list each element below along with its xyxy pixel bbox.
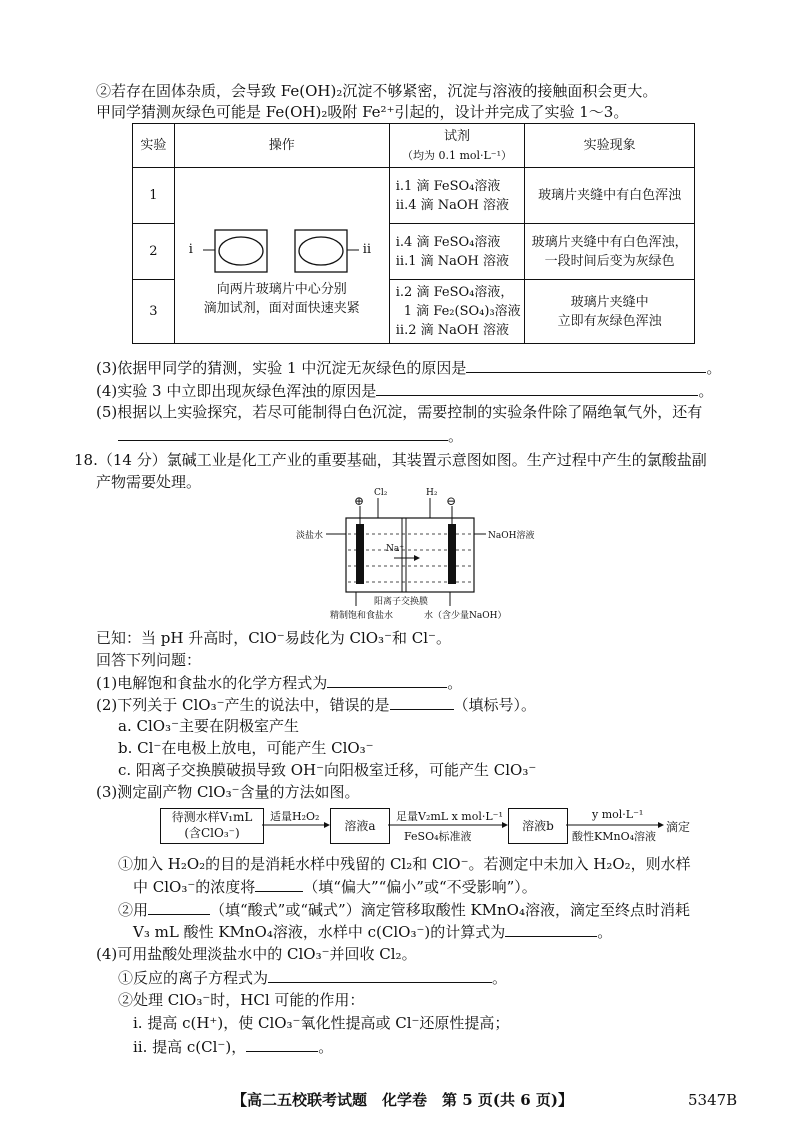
cl2-label: Cl₂ [374, 488, 388, 498]
q17-line-a: ②若存在固体杂质，会导致 Fe(OH)₂沉淀不够紧密，沉淀与溶液的接触面积会更大。 [96, 82, 658, 100]
q18-intro-1: 18.（14 分）氯碱工业是化工产业的重要基础，其装置示意图如图。生产过程中产生的氯酸盐副 [74, 451, 707, 469]
phenomenon-cell: 玻璃片夹缝中 立即有灰绿色浑浊 [525, 280, 695, 344]
operation-cell [174, 168, 389, 344]
table-row [133, 168, 695, 224]
q17-sub5-answer: 。 [118, 424, 463, 447]
phenomenon-cell: 玻璃片夹缝中有白色浑浊 [525, 168, 695, 224]
weak-brine-label: 淡盐水 [296, 531, 324, 541]
label-i: ⅰ [188, 242, 193, 257]
flow-arrow1-label: 适量H₂O₂ [270, 810, 320, 823]
q18-s2b: b. Cl⁻在电极上放电，可能产生 ClO₃⁻ [118, 739, 374, 757]
q18-s3-2b: V₃ mL 酸性 KMnO₄溶液，水样中 c(ClO₃⁻)的计算式为 。 [133, 920, 612, 943]
q17-sub3: (3)依据甲同学的猜测，实验 1 中沉淀无灰绿色的原因是 。 [96, 356, 721, 379]
membrane-label: 阳离子交换膜 [374, 597, 429, 607]
q17-sub4: (4)实验 3 中立即出现灰绿色浑浊的原因是 。 [96, 379, 713, 402]
page-footer-code: 5347B [688, 1091, 738, 1109]
flow-box-b: 溶液b [508, 808, 568, 844]
row-id: 1 [133, 168, 175, 224]
header-operation: 操作 [174, 124, 389, 168]
cathode-sign: ⊖ [446, 494, 457, 508]
water-label: 水（含少量NaOH） [424, 611, 507, 621]
header-exp: 实验 [133, 124, 175, 168]
naoh-label: NaOH溶液 [488, 531, 535, 541]
q18-s3: (3)测定副产物 ClO₃⁻含量的方法如图。 [96, 783, 360, 801]
flow-arrow2-bottom: FeSO₄标准液 [404, 830, 472, 843]
label-ii: ⅱ [362, 242, 372, 257]
h2-label: H₂ [426, 488, 438, 498]
q18-s3-2a: ②用 （填“酸式”或“碱式”）滴定管移取酸性 KMnO₄溶液，滴定至终点时消耗 [118, 898, 690, 921]
flow-box-a: 溶液a [330, 808, 390, 844]
phenomenon-cell: 玻璃片夹缝中有白色浑浊， 一段时间后变为灰绿色 [525, 224, 695, 280]
flow-arrow3-top: y mol·L⁻¹ [592, 808, 644, 821]
q18-s2: (2)下列关于 ClO₃⁻产生的说法中，错误的是 （填标号）。 [96, 693, 536, 716]
row-id: 2 [133, 224, 175, 280]
experiment-table [132, 123, 695, 344]
q17-line-b: 甲同学猜测灰绿色可能是 Fe(OH)₂吸附 Fe²⁺引起的，设计并完成了实验 1～3。 [96, 103, 629, 121]
q18-s3-1b: 中 ClO₃⁻的浓度将 （填“偏大”“偏小”或“不受影响”）。 [133, 875, 537, 898]
anode-sign: ⊕ [354, 494, 365, 508]
reagent-cell: ⅰ.4 滴 FeSO₄溶液 ⅱ.1 滴 NaOH 溶液 [389, 224, 524, 280]
electrolysis-diagram [290, 488, 535, 621]
q18-s4: (4)可用盐酸处理淡盐水中的 ClO₃⁻并回收 Cl₂。 [96, 945, 417, 963]
row-id: 3 [133, 280, 175, 344]
q18-s4-2ii: ⅱ. 提高 c(Cl⁻)， 。 [133, 1035, 333, 1058]
q18-known: 已知：当 pH 升高时，ClO⁻易歧化为 ClO₃⁻和 Cl⁻。 [96, 629, 451, 647]
flow-arrow3-bottom: 酸性KMnO₄溶液 [572, 830, 656, 843]
q18-s2a: a. ClO₃⁻主要在阴极室产生 [118, 717, 299, 735]
q18-s1: (1)电解饱和食盐水的化学方程式为 。 [96, 671, 462, 694]
page-footer-title: 【高二五校联考试题 化学卷 第 5 页(共 6 页)】 [232, 1091, 573, 1109]
q18-s4-1: ①反应的离子方程式为 。 [118, 966, 507, 989]
brine-label: 精制饱和食盐水 [330, 611, 394, 621]
operation-text-1: 向两片玻璃片中心分别 [216, 282, 347, 297]
q18-s4-2i: ⅰ. 提高 c(H⁺)，使 ClO₃⁻氧化性提高或 Cl⁻还原性提高； [133, 1014, 510, 1032]
q18-s2c: c. 阳离子交换膜破损导致 OH⁻向阳极室迁移，可能产生 ClO₃⁻ [118, 761, 537, 779]
q18-s3-1a: ①加入 H₂O₂的目的是消耗水样中残留的 Cl₂和 ClO⁻。若测定中未加入 H₂O₂，则水样 [118, 855, 691, 873]
header-phenomenon: 实验现象 [525, 124, 695, 168]
operation-text-2: 滴加试剂，面对面快速夹紧 [203, 301, 360, 316]
q17-sub5: (5)根据以上实验探究，若尽可能制得白色沉淀，需要控制的实验条件除了隔绝氧气外，还有 [96, 403, 703, 421]
q18-intro-2: 产物需要处理。 [96, 473, 202, 491]
flow-end: 滴定 [666, 820, 691, 834]
reagent-cell: ⅰ.1 滴 FeSO₄溶液 ⅱ.4 滴 NaOH 溶液 [389, 168, 524, 224]
flow-arrow2-top: 足量V₂mL x mol·L⁻¹ [396, 810, 503, 823]
na-ion-label: Na⁺ [386, 544, 404, 554]
q18-s4-2: ②处理 ClO₃⁻时，HCl 可能的作用： [118, 991, 365, 1009]
q18-answer: 回答下列问题： [96, 651, 202, 669]
reagent-cell: ⅰ.2 滴 FeSO₄溶液， 1 滴 Fe₂(SO₄)₃溶液 ⅱ.2 滴 NaOH 溶液 [389, 280, 524, 344]
header-reagent: 试剂 （均为 0.1 mol·L⁻¹） [389, 124, 524, 168]
flow-box-sample: 待测水样V₁mL (含ClO₃⁻) [160, 808, 264, 844]
